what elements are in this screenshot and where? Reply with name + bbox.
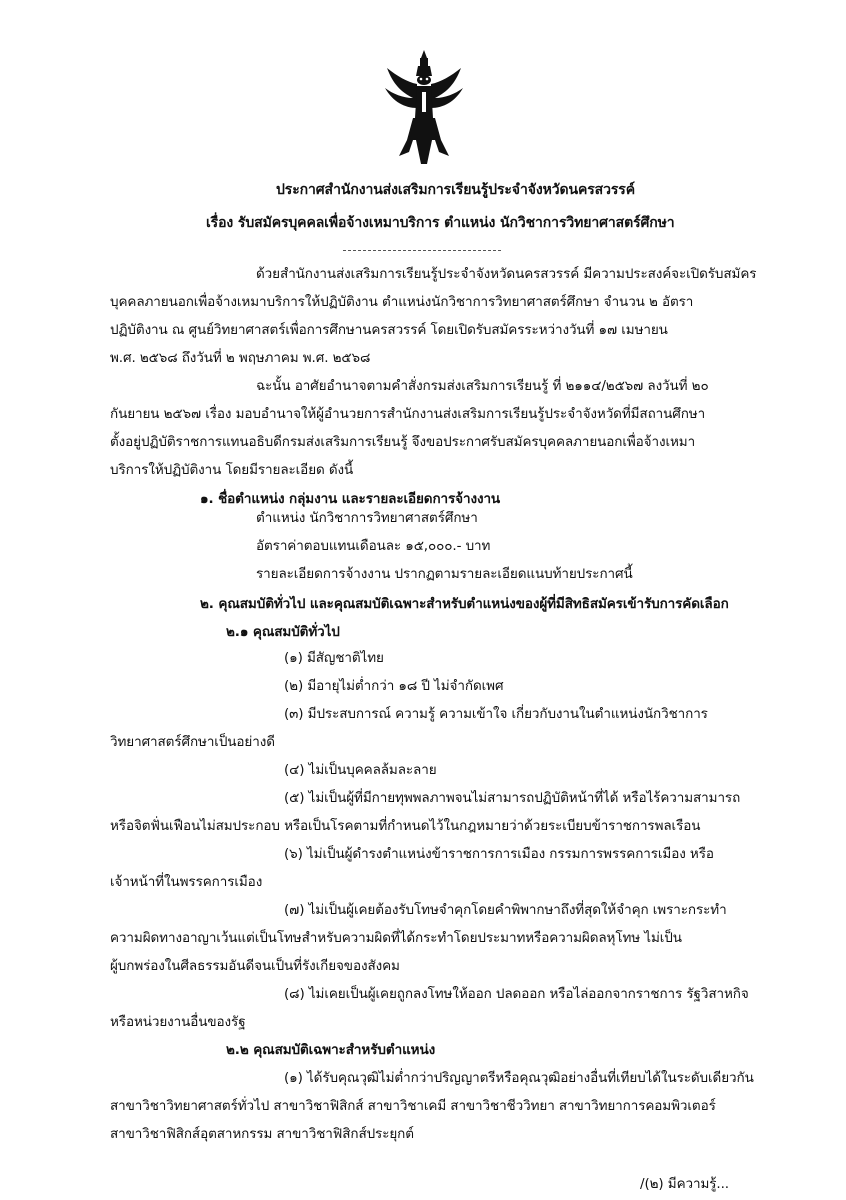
garuda-emblem-icon [383,48,465,166]
qualification-item: (๕) ไม่เป็นผู้ที่มีกายทุพพลภาพจนไม่สามารถปฏิบัติหน้าที่ได้ หรือไร้ความสามารถ [284,790,741,806]
qualification-item-cont: เจ้าหน้าที่ในพรรคการเมือง [110,874,263,890]
specific-qualification-cont: สาขาวิชาวิทยาศาสตร์ทั่วไป สาขาวิชาฟิสิกส์ สาขาวิชาเคมี สาขาวิชาชีววิทยา สาขาวิทยาการคอมพิวเตอร์ [110,1098,716,1114]
qualification-item: (๘) ไม่เคยเป็นผู้เคยถูกลงโทษให้ออก ปลดออก หรือไล่ออกจากราชการ รัฐวิสาหกิจ [284,986,749,1002]
section-1-heading: ๑. ชื่อตำแหน่ง กลุ่มงาน และรายละเอียดการจ้างงาน [200,491,501,507]
detail-line: รายละเอียดการจ้างงาน ปรากฏตามรายละเอียดแนบท้ายประกาศนี้ [256,566,633,582]
section-2-1-heading: ๒.๑ คุณสมบัติทั่วไป [226,624,340,640]
qualification-item: (๖) ไม่เป็นผู้ดำรงตำแหน่งข้าราชการการเมือง กรรมการพรรคการเมือง หรือ [284,846,714,862]
qualification-item-cont: วิทยาศาสตร์ศึกษาเป็นอย่างดี [110,734,275,750]
title-divider [343,250,501,251]
paragraph-line: พ.ศ. ๒๕๖๘ ถึงวันที่ ๒ พฤษภาคม พ.ศ. ๒๕๖๘ [110,350,371,366]
qualification-item: (๔) ไม่เป็นบุคคลล้มละลาย [284,762,437,778]
qualification-item: (๗) ไม่เป็นผู้เคยต้องรับโทษจำคุกโดยคำพิพากษาถึงที่สุดให้จำคุก เพราะกระทำ [284,902,727,918]
paragraph-line: บริการให้ปฏิบัติงาน โดยมีรายละเอียด ดังนี้ [110,462,354,478]
qualification-item-cont: หรือจิตฟั่นเฟือนไม่สมประกอบ หรือเป็นโรคตามที่กำหนดไว้ในกฎหมายว่าด้วยระเบียบข้าราชการพลเรือน [110,818,701,834]
page-continuation: /(๒) มีความรู้... [640,1176,729,1192]
specific-qualification-cont: สาขาวิชาฟิสิกส์อุตสาหกรรม สาขาวิชาฟิสิกส์ประยุกต์ [110,1126,414,1142]
qualification-item-cont: หรือหน่วยงานอื่นของรัฐ [110,1014,246,1030]
announcement-subject: เรื่อง รับสมัครบุคคลเพื่อจ้างเหมาบริการ ตำแหน่ง นักวิชาการวิทยาศาสตร์ศึกษา [206,215,675,231]
paragraph-line: บุคคลภายนอกเพื่อจ้างเหมาบริการให้ปฏิบัติงาน ตำแหน่งนักวิชาการวิทยาศาสตร์ศึกษา จำนวน ๒ อัตรา [110,294,694,310]
salary-line: อัตราค่าตอบแทนเดือนละ ๑๕,๐๐๐.- บาท [256,538,491,554]
paragraph-line: ตั้งอยู่ปฏิบัติราชการแทนอธิบดีกรมส่งเสริมการเรียนรู้ จึงขอประกาศรับสมัครบุคคลภายนอกเพื่อจ้างเหมา [110,434,696,450]
announcement-title: ประกาศสำนักงานส่งเสริมการเรียนรู้ประจำจังหวัดนครสวรรค์ [276,182,635,198]
paragraph-line: ปฏิบัติงาน ณ ศูนย์วิทยาศาสตร์เพื่อการศึกษานครสวรรค์ โดยเปิดรับสมัครระหว่างวันที่ ๑๗ เมษายน [110,322,668,338]
paragraph-line: ด้วยสำนักงานส่งเสริมการเรียนรู้ประจำจังหวัดนครสวรรค์ มีความประสงค์จะเปิดรับสมัคร [256,266,757,282]
qualification-item-cont: ผู้บกพร่องในศีลธรรมอันดีจนเป็นที่รังเกียจของสังคม [110,958,400,974]
qualification-item: (๓) มีประสบการณ์ ความรู้ ความเข้าใจ เกี่ยวกับงานในตำแหน่งนักวิชาการ [284,706,708,722]
paragraph-line: ฉะนั้น อาศัยอำนาจตามคำสั่งกรมส่งเสริมการเรียนรู้ ที่ ๒๑๑๔/๒๕๖๗ ลงวันที่ ๒๐ [256,378,709,394]
qualification-item: (๒) มีอายุไม่ต่ำกว่า ๑๘ ปี ไม่จำกัดเพศ [284,678,504,694]
qualification-item-cont: ความผิดทางอาญาเว้นแต่เป็นโทษสำหรับความผิดที่ได้กระทำโดยประมาทหรือความผิดลหุโทษ ไม่เป็น [110,930,682,946]
qualification-item: (๑) มีสัญชาติไทย [284,650,384,666]
position-line: ตำแหน่ง นักวิชาการวิทยาศาสตร์ศึกษา [256,510,478,526]
section-2-2-heading: ๒.๒ คุณสมบัติเฉพาะสำหรับตำแหน่ง [226,1042,436,1058]
paragraph-line: กันยายน ๒๕๖๗ เรื่อง มอบอำนาจให้ผู้อำนวยการสำนักงานส่งเสริมการเรียนรู้ประจำจังหวัดที่มีสถานศึกษา [110,406,706,422]
specific-qualification-item: (๑) ได้รับคุณวุฒิไม่ต่ำกว่าปริญญาตรีหรือคุณวุฒิอย่างอื่นที่เทียบได้ในระดับเดียวกัน [284,1070,754,1086]
section-2-heading: ๒. คุณสมบัติทั่วไป และคุณสมบัติเฉพาะสำหรับตำแหน่งของผู้ที่มีสิทธิสมัครเข้ารับการคัดเลือก [200,596,729,612]
